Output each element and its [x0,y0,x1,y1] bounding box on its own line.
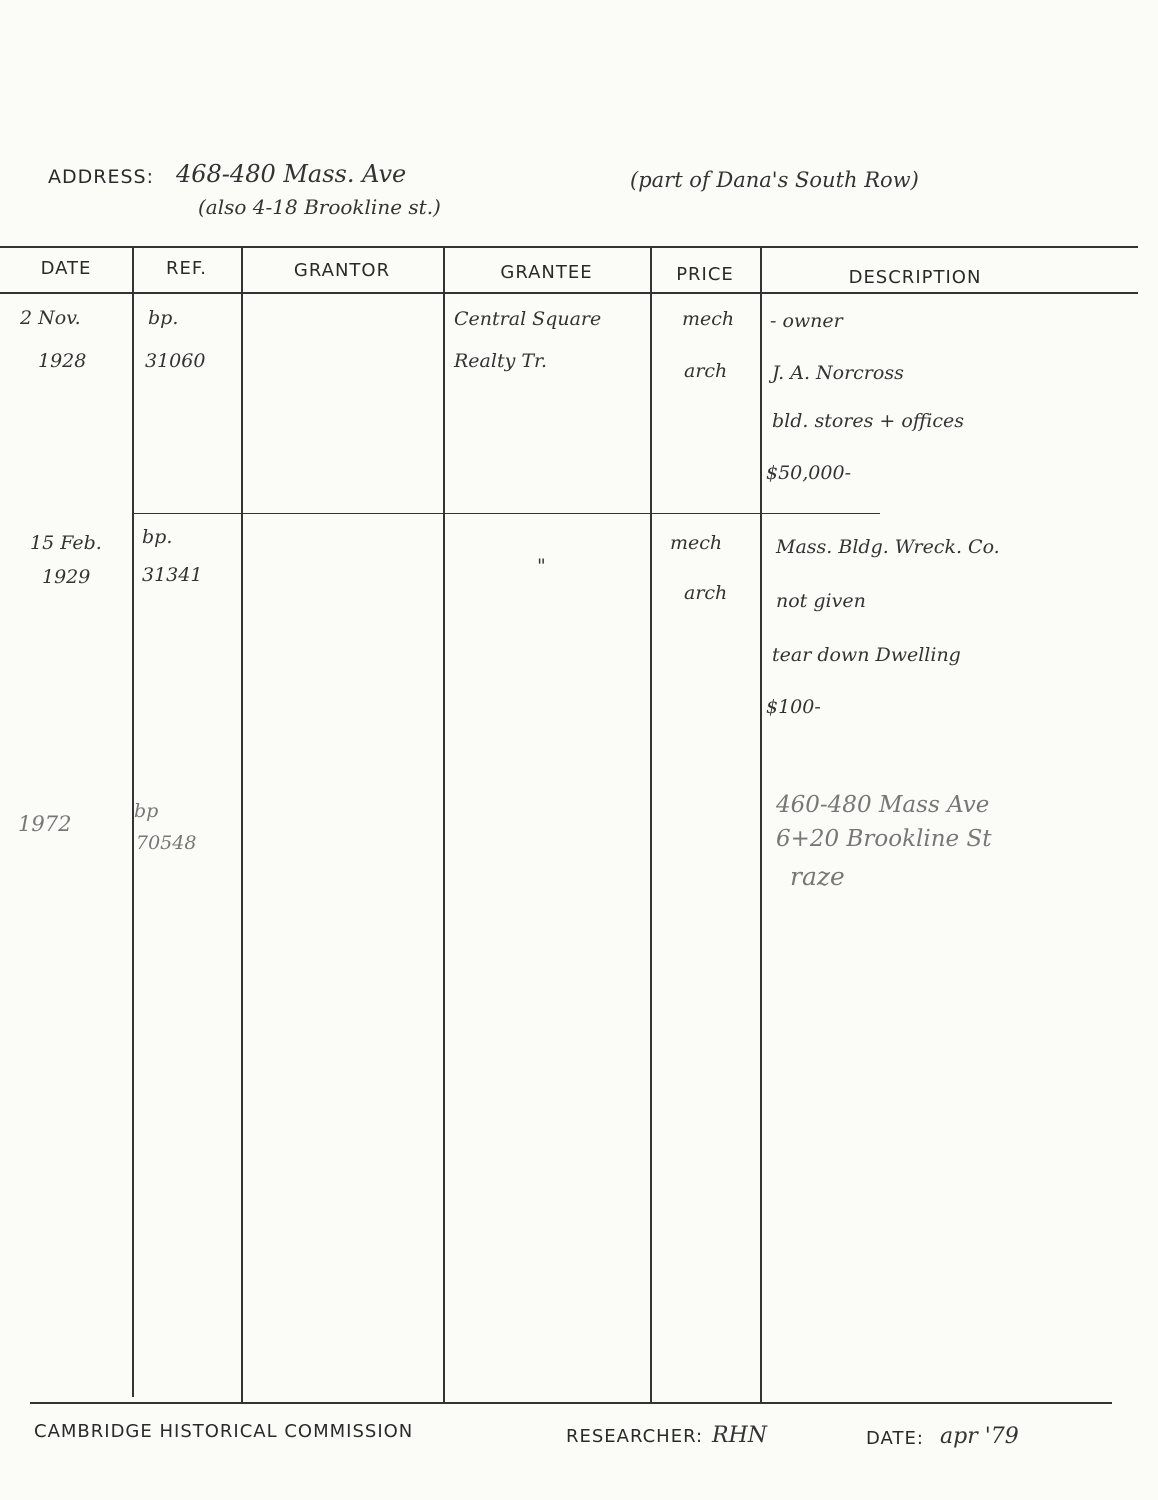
entry-2-description-line-1: Mass. Bldg. Wreck. Co. [776,536,1000,558]
column-header-ref: REF. [165,258,208,279]
entry-3-description-line-2: 6+20 Brookline St [776,826,992,852]
column-divider-ref [241,247,243,1402]
table-top-rule [0,246,1138,248]
column-divider-grantor [443,247,445,1402]
entry-2-description-line-3: tear down Dwelling [772,644,961,666]
address-label: ADDRESS: [48,166,154,188]
entry-1-ref-type: bp. [148,307,179,329]
column-header-date: DATE [40,258,92,279]
entry-3-description-line-1: 460-480 Mass Ave [776,792,990,818]
row-divider [132,513,880,514]
entry-2-description-line-4: $100- [766,696,821,718]
column-header-grantor: GRANTOR [293,260,391,281]
column-divider-price [760,247,762,1402]
entry-1-description-line-2: J. A. Norcross [772,362,904,384]
entry-1-grantee-line-2: Realty Tr. [454,350,548,372]
entry-1-description-line-4: $50,000- [766,462,851,484]
entry-3-ref-number: 70548 [136,832,197,854]
date-value: apr '79 [940,1424,1019,1449]
table-header-rule [0,292,1138,294]
entry-2-date-day: 15 Feb. [30,532,102,554]
address-line-1: 468-480 Mass. Ave [176,160,407,188]
entry-1-grantee-line-1: Central Square [454,308,602,330]
entry-1-date-day: 2 Nov. [20,307,81,329]
entry-3-ref-type: bp [134,800,159,822]
researcher-label: RESEARCHER: [566,1426,704,1447]
entry-2-ref-number: 31341 [142,564,203,586]
table-bottom-rule [30,1402,1112,1404]
column-header-price: PRICE [676,264,734,285]
researcher-value: RHN [712,1423,767,1448]
column-header-description: DESCRIPTION [848,267,982,288]
entry-1-date-year: 1928 [38,350,87,372]
entry-3-date-year: 1972 [18,812,72,836]
entry-1-description-line-1: - owner [770,310,843,332]
commission-name: CAMBRIDGE HISTORICAL COMMISSION [34,1421,414,1442]
column-header-grantee: GRANTEE [500,262,593,283]
entry-2-grantee-ditto: " [537,555,546,577]
entry-2-price-line-2: arch [684,582,728,604]
entry-1-description-line-3: bld. stores + offices [772,410,964,432]
entry-2-price-line-1: mech [670,532,723,554]
column-divider-date [132,247,134,1397]
entry-1-price-line-2: arch [684,360,728,382]
entry-2-date-year: 1929 [42,566,91,588]
entry-2-description-line-2: not given [776,590,866,612]
address-line-2: (also 4-18 Brookline st.) [198,195,441,219]
entry-2-ref-type: bp. [142,526,173,548]
entry-1-ref-number: 31060 [145,350,206,372]
date-label: DATE: [866,1428,924,1449]
entry-3-description-line-3: raze [790,862,845,891]
address-note: (part of Dana's South Row) [630,168,919,192]
entry-1-price-line-1: mech [682,308,735,330]
column-divider-grantee [650,247,652,1402]
